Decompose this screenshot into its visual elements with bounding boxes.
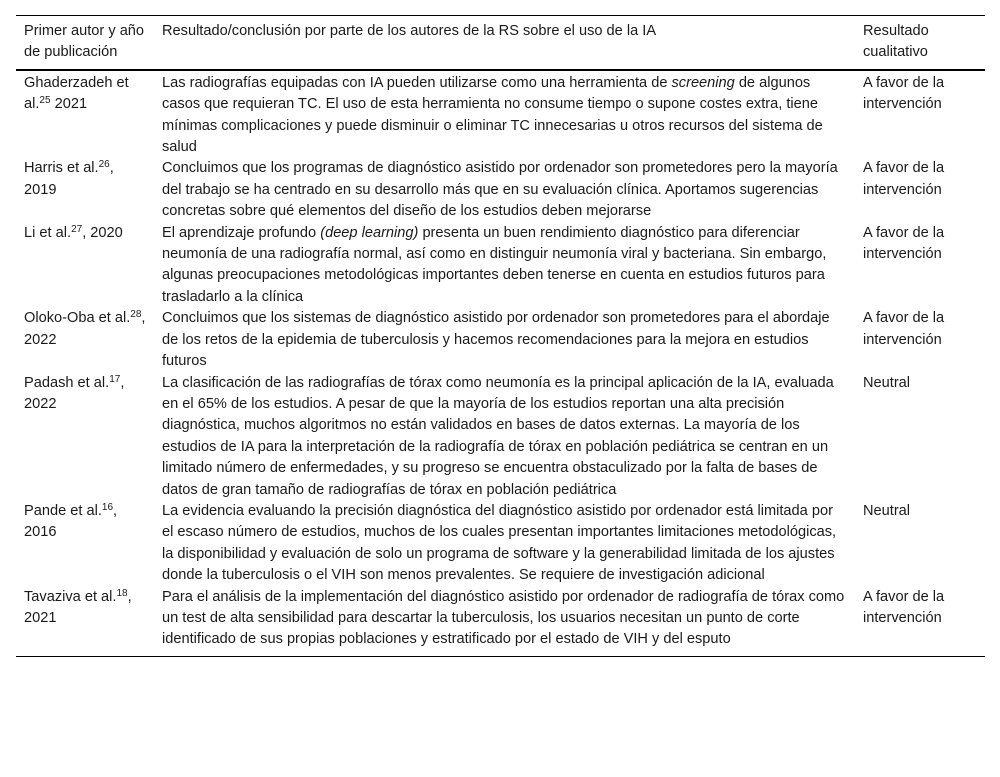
reference-number: 25: [39, 95, 51, 107]
header-qualitative: Resultado cualitativo: [863, 23, 929, 61]
result-text: Concluimos que los programas de diagnóstico asistido por ordenador son prometedores pero la mayoría del trabajo se ha centrado en su desarrollo más que en su evaluación clínica. Aportamos sugerencias concretas sobre qué elementos del diseño de los estudios deben mejorarse: [162, 160, 838, 220]
qualitative-cell: Neutral: [863, 374, 911, 391]
result-text: El aprendizaje profundo: [162, 224, 321, 241]
table-row: [16, 587, 985, 657]
publication-year: , 2022: [24, 310, 146, 348]
author-name: Oloko-Oba et al.: [24, 310, 131, 327]
author-name: Padash et al.: [24, 374, 110, 391]
author-cell: [16, 223, 154, 309]
publication-year: , 2019: [24, 160, 114, 198]
publication-year: , 2016: [24, 502, 118, 541]
result-emphasis: (deep learning): [320, 224, 419, 241]
header-result: Resultado/conclusión por parte de los autores de la RS sobre el uso de la IA: [162, 23, 657, 39]
author-cell: [16, 587, 154, 657]
reference-number: 17: [109, 373, 121, 385]
result-cell: [154, 373, 855, 501]
author-name: Li et al.: [24, 224, 72, 241]
result-text: Las radiografías equipadas con IA pueden utilizarse como una herramienta de: [162, 74, 672, 91]
author-name: Harris et al.: [24, 160, 99, 177]
result-text: La evidencia evaluando la precisión diagnóstica del diagnóstico asistido por ordenador está limitada por el escaso número de estudios, muchos de los cuales presentan importantes limitaciones metodológicas, la disponibilidad y evaluación de solo un programa de software y la generabilidad limitada de los ajustes donde la tuberculosis o el VIH son menos prevalentes. Se requiere de investigación adicional: [162, 502, 837, 584]
publication-year: , 2021: [24, 588, 132, 626]
result-cell: [154, 308, 855, 372]
header-author: Primer autor y año de publicación: [24, 23, 145, 61]
table-row: [16, 308, 985, 372]
result-cell: [154, 158, 855, 222]
publication-year: , 2022: [24, 374, 125, 412]
author-cell: [16, 373, 154, 501]
author-cell: [16, 158, 154, 222]
qualitative-cell: A favor de la intervención: [863, 310, 945, 348]
reference-number: 16: [101, 501, 114, 513]
reference-number: 27: [71, 223, 83, 235]
result-text-continued: de algunos casos que requieran TC. El uso de esta herramienta no consume tiempo o supone costes extra, tiene mínimas complicaciones y puede disminuir o eliminar TC innecesarias u otros recursos del sistema de salud: [162, 74, 823, 156]
result-text: Para el análisis de la implementación del diagnóstico asistido por ordenador de radiografía de tórax como un test de alta sensibilidad para descartar la tuberculosis, los usuarios necesitan un punto de corte identificado de sus propias poblaciones y estratificado por el estado de VIH y del esputo: [162, 588, 845, 648]
result-emphasis: screening: [671, 74, 735, 91]
author-name: Ghaderzadeh et al.: [24, 74, 129, 113]
result-cell: [154, 70, 855, 159]
table-row: [16, 158, 985, 222]
author-cell: [16, 70, 154, 159]
result-text: Concluimos que los sistemas de diagnóstico asistido por ordenador son prometedores para el abordaje de los retos de la epidemia de tuberculosis y hacemos recomendaciones para la mejora en estudios futuros: [162, 310, 830, 370]
result-text: La clasificación de las radiografías de tórax como neumonía es la principal aplicación de la IA, evaluada en el 65% de los estudios. A pesar de que la mayoría de los estudios reportan una alta precisión diagnóstica, muchos algoritmos no están validados en bases de datos externas. La mayoría de los estudios de IA para la interpretación de la radiografía de tórax en población pediátrica se centran en un limitado número de enfermedades, y su progreso se encuentra obstaculizado por la falta de bases de datos de gran tamaño de radiografías de tórax en población pediátrica: [162, 374, 834, 498]
qualitative-cell: A favor de la intervención: [863, 224, 945, 263]
result-cell: [154, 501, 855, 587]
table-row: [16, 373, 985, 501]
review-results-table-container: [16, 15, 985, 657]
table-row: [16, 223, 985, 309]
qualitative-cell: A favor de la intervención: [863, 588, 945, 626]
reference-number: 26: [98, 159, 110, 171]
author-cell: [16, 501, 154, 587]
review-results-table: [16, 15, 985, 657]
result-cell: [154, 223, 855, 309]
author-cell: [16, 308, 154, 372]
publication-year: , 2020: [82, 224, 123, 241]
table-header-row: [16, 16, 985, 70]
qualitative-cell: A favor de la intervención: [863, 74, 945, 113]
author-name: Pande et al.: [24, 502, 102, 519]
author-name: Tavaziva et al.: [24, 588, 117, 605]
result-text-continued: presenta un buen rendimiento diagnóstico para diferenciar neumonía de una radiografía normal, así como en distinguir neumonía viral y bacteriana. Sin embargo, algunas preocupaciones metodológicas importantes deben tenerse en cuenta en estudios futuros para trasladarlo a la clínica: [162, 224, 827, 305]
publication-year: 2021: [50, 96, 88, 113]
qualitative-cell: Neutral: [863, 502, 911, 519]
table-row: [16, 501, 985, 587]
qualitative-cell: A favor de la intervención: [863, 160, 945, 198]
table-row: [16, 70, 985, 159]
reference-number: 28: [130, 309, 142, 321]
result-cell: [154, 587, 855, 657]
reference-number: 18: [116, 587, 128, 599]
